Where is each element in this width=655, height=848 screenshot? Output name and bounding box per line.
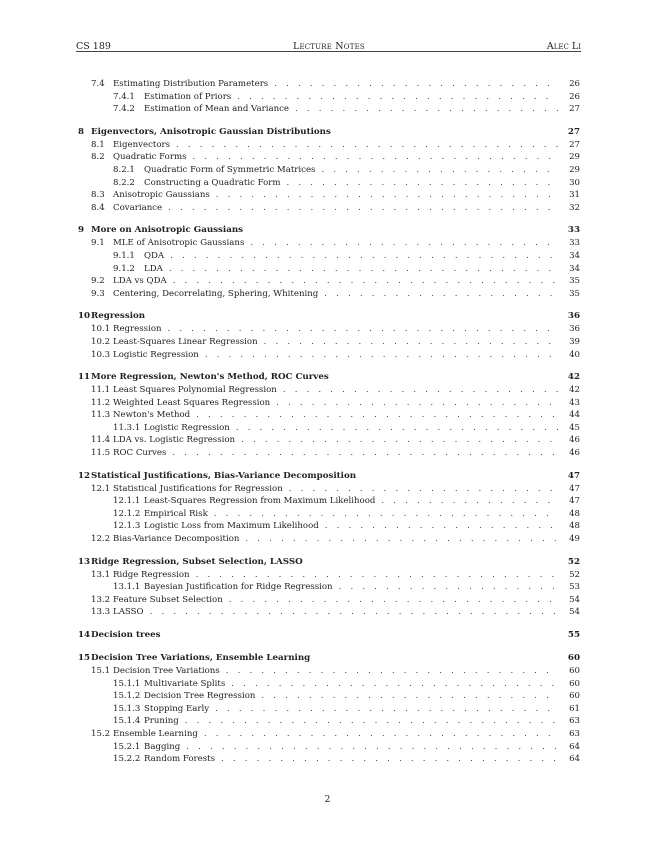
toc-entry-page: 26 (569, 91, 580, 102)
toc-entry-page: 60 (567, 653, 580, 663)
toc-entry[interactable] (78, 91, 580, 104)
toc-leader-dots (204, 728, 558, 741)
toc-entry-page: 34 (569, 250, 580, 261)
toc-entry[interactable] (78, 139, 580, 152)
toc-entry[interactable] (78, 606, 580, 619)
toc-entry-title: Least-Squares Linear Regression (113, 336, 258, 347)
toc-section (78, 556, 580, 619)
toc-entry-title: Covariance (113, 202, 163, 213)
toc-entry[interactable] (78, 508, 580, 521)
toc-entry[interactable] (78, 263, 580, 276)
toc-entry-page: 32 (569, 202, 580, 213)
toc-entry-title: Bias-Variance Decomposition (113, 534, 240, 545)
toc-entry-title: LASSO (113, 607, 144, 618)
toc-entry-page: 29 (569, 152, 580, 163)
toc-entry-page: 60 (569, 678, 580, 689)
toc-entry-title: Ensemble Learning (113, 728, 198, 739)
toc-entry-page: 26 (569, 79, 580, 89)
toc-entry-page: 29 (569, 164, 580, 175)
toc-entry-page: 34 (569, 263, 580, 274)
toc-entry-title: Pruning (144, 716, 179, 727)
toc-entry-number: 11.3.1 (113, 422, 141, 433)
toc-entry[interactable] (78, 533, 580, 546)
toc-chapter-entry[interactable] (78, 310, 580, 323)
toc-leader-dots (274, 78, 558, 91)
toc-entry-page: 53 (569, 582, 580, 593)
toc-chapter-entry[interactable] (78, 371, 580, 384)
toc-leader-dots (193, 151, 558, 164)
toc-entry-number: 8.3 (91, 190, 105, 201)
toc-leader-dots (172, 447, 558, 460)
toc-entry-page: 54 (569, 607, 580, 618)
toc-entry[interactable] (78, 665, 580, 678)
toc-chapter-entry[interactable] (78, 652, 580, 665)
toc-entry-title: Stopping Early (144, 703, 210, 714)
toc-entry[interactable] (78, 151, 580, 164)
toc-entry-title: Random Forests (144, 754, 216, 765)
toc-entry-number: 10.1 (91, 324, 111, 335)
toc-entry-number: 15.2 (91, 728, 111, 739)
toc-entry-page: 27 (567, 126, 580, 137)
toc-entry-title: Quadratic Form of Symmetric Matrices (144, 164, 316, 175)
toc-entry-page: 47 (569, 483, 580, 494)
toc-entry-title: Centering, Decorrelating, Sphering, Whitening (113, 288, 319, 299)
toc-entry[interactable] (78, 434, 580, 447)
toc-entry-page: 39 (569, 336, 580, 347)
toc-entry-page: 42 (569, 385, 580, 396)
toc-leader-dots (216, 189, 558, 202)
toc-entry-page: 46 (569, 448, 580, 459)
toc-entry-number: 12.1.1 (113, 496, 141, 507)
toc-entry-title: Empirical Risk (144, 508, 208, 519)
toc-entry[interactable] (78, 202, 580, 215)
toc-entry-page: 54 (569, 594, 580, 605)
toc-entry-page: 27 (569, 139, 580, 150)
toc-entry-title: Regression (91, 311, 146, 322)
toc-leader-dots (250, 237, 558, 250)
toc-entry[interactable] (78, 349, 580, 362)
table-of-contents (78, 78, 580, 776)
toc-entry-title: Statistical Justifications, Bias-Variance Decomposition (91, 470, 357, 481)
toc-entry-page: 31 (569, 190, 580, 201)
toc-entry-title: ROC Curves (113, 448, 167, 459)
toc-entry-page: 45 (569, 422, 580, 433)
toc-section (78, 470, 580, 546)
toc-entry-page: 33 (567, 225, 580, 236)
toc-entry-number: 15.1 (91, 666, 111, 676)
toc-entry-page: 36 (569, 324, 580, 335)
toc-leader-dots (283, 384, 558, 397)
toc-entry-number: 8.2.1 (113, 164, 135, 175)
toc-entry-number: 9.1 (91, 238, 105, 249)
toc-entry-number: 8 (78, 126, 85, 137)
toc-entry-number: 13.3 (91, 607, 111, 618)
toc-entry-title: Least-Squares Regression from Maximum Likelihood (144, 496, 376, 507)
toc-leader-dots (169, 263, 558, 276)
toc-entry-number: 9.3 (91, 288, 105, 299)
toc-entry[interactable] (78, 384, 580, 397)
toc-entry-number: 10.3 (91, 349, 111, 360)
toc-entry-number: 11.3 (91, 410, 111, 421)
toc-entry-number: 12.1.2 (113, 508, 141, 519)
toc-entry-number: 15.2.1 (113, 741, 141, 752)
toc-entry-title: QDA (144, 250, 165, 261)
toc-leader-dots (236, 422, 558, 435)
toc-leader-dots (168, 202, 558, 215)
toc-entry-title: Decision Tree Variations (113, 666, 220, 676)
toc-leader-dots (226, 665, 558, 678)
toc-entry-page: 44 (569, 410, 580, 421)
toc-chapter-entry[interactable] (78, 556, 580, 569)
toc-entry-title: Weighted Least Squares Regression (113, 397, 271, 408)
toc-leader-dots (231, 678, 558, 691)
toc-entry-title: Decision Tree Regression (144, 691, 256, 702)
toc-chapter-entry[interactable] (78, 470, 580, 483)
toc-entry-number: 12.1.3 (113, 521, 141, 532)
toc-entry-number: 11.4 (91, 435, 111, 446)
toc-leader-dots (237, 91, 558, 104)
toc-entry-title: Eigenvectors (113, 139, 171, 150)
toc-entry-number: 15.1.3 (113, 703, 141, 714)
toc-entry-page: 64 (569, 741, 580, 752)
toc-leader-dots (241, 434, 558, 447)
toc-entry-title: LDA (144, 263, 163, 274)
toc-entry-page: 64 (569, 754, 580, 765)
toc-entry-title: Decision Tree Variations, Ensemble Learning (91, 653, 311, 663)
toc-entry[interactable] (78, 690, 580, 703)
toc-entry-number: 8.2.2 (113, 177, 135, 188)
toc-entry-number: 11.5 (91, 448, 111, 459)
toc-entry-number: 15 (78, 653, 91, 663)
page-number: 2 (324, 795, 331, 805)
page-header (76, 38, 581, 52)
toc-leader-dots (205, 349, 558, 362)
toc-entry-title: Decision trees (91, 630, 161, 640)
toc-entry-title: Constructing a Quadratic Form (144, 177, 281, 188)
toc-entry-number: 9.1.2 (113, 263, 135, 274)
toc-entry-page: 55 (567, 630, 580, 640)
toc-entry[interactable] (78, 594, 580, 607)
toc-entry-title: Logistic Regression (144, 422, 230, 433)
toc-entry-page: 49 (569, 534, 580, 545)
toc-entry-title: Regression (113, 324, 162, 335)
toc-entry[interactable] (78, 78, 580, 91)
toc-entry-number: 15.1.2 (113, 691, 141, 702)
toc-entry-number: 15.2.2 (113, 754, 141, 765)
toc-entry-page: 43 (569, 397, 580, 408)
toc-entry-title: Estimating Distribution Parameters (113, 79, 269, 89)
toc-leader-dots (196, 409, 558, 422)
toc-entry-number: 8.4 (91, 202, 105, 213)
toc-entry-number: 13 (78, 556, 91, 567)
toc-entry-number: 7.4.2 (113, 104, 135, 115)
toc-entry-page: 61 (569, 703, 580, 714)
toc-entry[interactable] (78, 189, 580, 202)
toc-entry[interactable] (78, 422, 580, 435)
toc-entry-page: 46 (569, 435, 580, 446)
page-footer (0, 795, 655, 805)
toc-entry-number: 14 (78, 630, 91, 640)
toc-section (78, 224, 580, 300)
toc-entry-title: MLE of Anisotropic Gaussians (113, 238, 245, 249)
toc-entry[interactable] (78, 703, 580, 716)
header-rule (76, 51, 581, 52)
toc-entry-page: 48 (569, 521, 580, 532)
toc-entry-number: 7.4 (91, 79, 105, 89)
toc-entry[interactable] (78, 409, 580, 422)
header-author: Alec Li (546, 41, 581, 52)
toc-entry-number: 10 (78, 311, 91, 322)
toc-entry-page: 30 (569, 177, 580, 188)
toc-leader-dots (150, 606, 558, 619)
toc-entry[interactable] (78, 520, 580, 533)
toc-entry-title: Statistical Justifications for Regression (113, 483, 283, 494)
toc-entry[interactable] (78, 483, 580, 496)
toc-leader-dots (321, 164, 558, 177)
toc-entry-page: 35 (569, 276, 580, 287)
toc-section (78, 126, 580, 215)
toc-leader-dots (229, 594, 558, 607)
toc-leader-dots (173, 275, 558, 288)
toc-entry[interactable] (78, 678, 580, 691)
toc-entry-number: 9.1.1 (113, 250, 135, 261)
toc-entry[interactable] (78, 275, 580, 288)
toc-entry[interactable] (78, 569, 580, 582)
toc-entry-number: 15.1.4 (113, 716, 141, 727)
toc-entry-number: 11 (78, 372, 91, 383)
toc-entry-title: LDA vs. Logistic Regression (113, 435, 236, 446)
toc-entry-page: 33 (569, 238, 580, 249)
toc-leader-dots (339, 581, 558, 594)
toc-entry-title: More on Anisotropic Gaussians (91, 225, 244, 236)
toc-entry-page: 48 (569, 508, 580, 519)
toc-entry-title: Anisotropic Gaussians (113, 190, 210, 201)
toc-entry[interactable] (78, 288, 580, 301)
toc-entry-title: Multivariate Splits (144, 678, 226, 689)
toc-entry-title: Estimation of Priors (144, 91, 232, 102)
toc-entry-number: 8.2 (91, 152, 105, 163)
toc-chapter-entry[interactable] (78, 224, 580, 237)
toc-entry[interactable] (78, 447, 580, 460)
toc-entry-page: 27 (569, 104, 580, 115)
toc-leader-dots (168, 323, 558, 336)
toc-chapter-entry[interactable] (78, 629, 580, 642)
toc-entry-number: 12.1 (91, 483, 111, 494)
toc-entry[interactable] (78, 728, 580, 741)
toc-leader-dots (214, 508, 558, 521)
toc-leader-dots (176, 139, 558, 152)
toc-entry-number: 12 (78, 470, 91, 481)
toc-entry[interactable] (78, 164, 580, 177)
toc-entry-title: Least Squares Polynomial Regression (113, 385, 277, 396)
toc-leader-dots (287, 177, 558, 190)
toc-entry[interactable] (78, 323, 580, 336)
toc-entry-number: 9 (78, 225, 85, 236)
toc-entry-number: 8.1 (91, 139, 105, 150)
toc-entry[interactable] (78, 495, 580, 508)
toc-entry-title: Bagging (144, 741, 181, 752)
toc-entry-title: LDA vs QDA (113, 276, 167, 287)
toc-entry-page: 52 (567, 556, 580, 567)
toc-entry[interactable] (78, 397, 580, 410)
toc-entry-page: 42 (567, 372, 580, 383)
toc-section (78, 371, 580, 460)
toc-entry-title: More Regression, Newton's Method, ROC Curves (91, 372, 329, 383)
toc-leader-dots (324, 288, 558, 301)
toc-section (78, 310, 580, 361)
toc-entry-title: Logistic Loss from Maximum Likelihood (144, 521, 319, 532)
toc-entry[interactable] (78, 753, 580, 766)
toc-leader-dots (295, 103, 558, 116)
toc-entry[interactable] (78, 250, 580, 263)
toc-leader-dots (186, 741, 558, 754)
toc-leader-dots (264, 336, 558, 349)
toc-entry-title: Bayesian Justification for Ridge Regression (144, 582, 333, 593)
toc-entry[interactable] (78, 741, 580, 754)
toc-entry-title: Ridge Regression (113, 569, 190, 580)
toc-entry-page: 60 (569, 666, 580, 676)
toc-entry[interactable] (78, 237, 580, 250)
toc-entry-number: 7.4.1 (113, 91, 135, 102)
toc-entry-number: 11.1 (91, 385, 111, 396)
toc-leader-dots (245, 533, 558, 546)
toc-entry-number: 11.2 (91, 397, 111, 408)
toc-entry-page: 52 (569, 569, 580, 580)
header-title: Lecture Notes (292, 41, 365, 52)
toc-leader-dots (185, 715, 558, 728)
toc-entry-number: 13.1.1 (113, 582, 141, 593)
toc-entry[interactable] (78, 103, 580, 116)
toc-entry-title: Eigenvectors, Anisotropic Gaussian Distributions (91, 126, 331, 137)
toc-entry[interactable] (78, 715, 580, 728)
toc-leader-dots (289, 483, 558, 496)
toc-entry-title: Feature Subset Selection (113, 594, 223, 605)
toc-entry-page: 60 (569, 691, 580, 702)
toc-entry-page: 40 (569, 349, 580, 360)
toc-entry-number: 13.2 (91, 594, 111, 605)
toc-entry-number: 15.1.1 (113, 678, 141, 689)
toc-section (78, 78, 580, 116)
toc-entry-page: 35 (569, 288, 580, 299)
toc-entry-title: Estimation of Mean and Variance (144, 104, 290, 115)
toc-leader-dots (215, 703, 558, 716)
toc-entry[interactable] (78, 581, 580, 594)
toc-leader-dots (196, 569, 558, 582)
toc-section (78, 652, 580, 766)
toc-entry-page: 36 (567, 311, 580, 322)
toc-entry-number: 12.2 (91, 534, 111, 545)
toc-entry[interactable] (78, 177, 580, 190)
toc-entry-title: Logistic Regression (113, 349, 199, 360)
toc-leader-dots (170, 250, 558, 263)
toc-entry-title: Newton's Method (113, 410, 191, 421)
toc-entry-page: 63 (569, 716, 580, 727)
toc-entry-title: Ridge Regression, Subset Selection, LASSO (91, 556, 303, 567)
toc-leader-dots (325, 520, 558, 533)
toc-entry-number: 13.1 (91, 569, 111, 580)
toc-leader-dots (381, 495, 558, 508)
toc-entry-page: 47 (567, 470, 580, 481)
toc-entry-number: 9.2 (91, 276, 105, 287)
toc-entry-number: 10.2 (91, 336, 111, 347)
toc-entry-page: 47 (569, 496, 580, 507)
toc-entry[interactable] (78, 336, 580, 349)
toc-entry-page: 63 (569, 728, 580, 739)
toc-leader-dots (276, 397, 558, 410)
toc-leader-dots (221, 753, 558, 766)
toc-chapter-entry[interactable] (78, 126, 580, 139)
toc-entry-title: Quadratic Forms (113, 152, 187, 163)
header-course: CS 189 (76, 41, 111, 52)
toc-section (78, 629, 580, 642)
toc-leader-dots (261, 690, 558, 703)
